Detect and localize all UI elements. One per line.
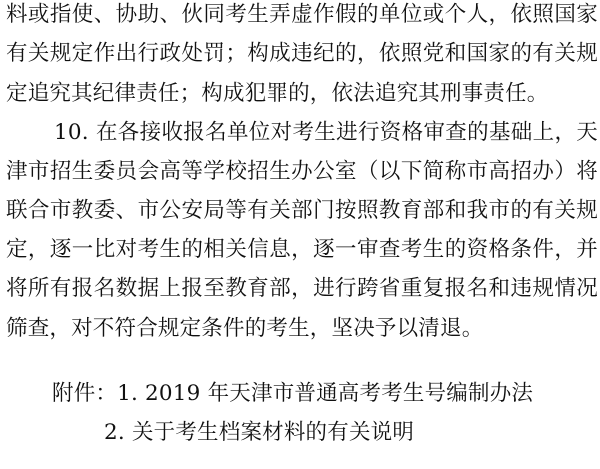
item-10-line: 筛查，对不符合规定条件的考生，坚决予以清退。	[6, 316, 484, 341]
item-10-line: 津市招生委员会高等学校招生办公室（以下简称市高招办）将	[6, 159, 598, 184]
attachment-2: 2. 关于考生档案材料的有关说明	[104, 420, 415, 445]
paragraph-line: 料或指使、协助、伙同考生弄虚作假的单位或个人，依照国家	[6, 2, 598, 27]
paragraph-line: 有关规定作出行政处罚；构成违纪的，依照党和国家的有关规	[6, 41, 598, 66]
paragraph-line: 定追究其纪律责任；构成犯罪的，依法追究其刑事责任。	[6, 81, 549, 106]
item-10-line: 将所有报名数据上报至教育部，进行跨省重复报名和违规情况	[6, 276, 598, 301]
item-10-line: 联合市教委、市公安局等有关部门按照教育部和我市的有关规	[6, 198, 598, 223]
item-10-line: 定，逐一比对考生的相关信息，逐一审查考生的资格条件，并	[6, 237, 598, 262]
item-10-line: 10. 在各接收报名单位对考生进行资格审查的基础上，天	[54, 120, 598, 145]
attachment-1: 附件：1. 2019 年天津市普通高考考生号编制办法	[52, 381, 534, 406]
